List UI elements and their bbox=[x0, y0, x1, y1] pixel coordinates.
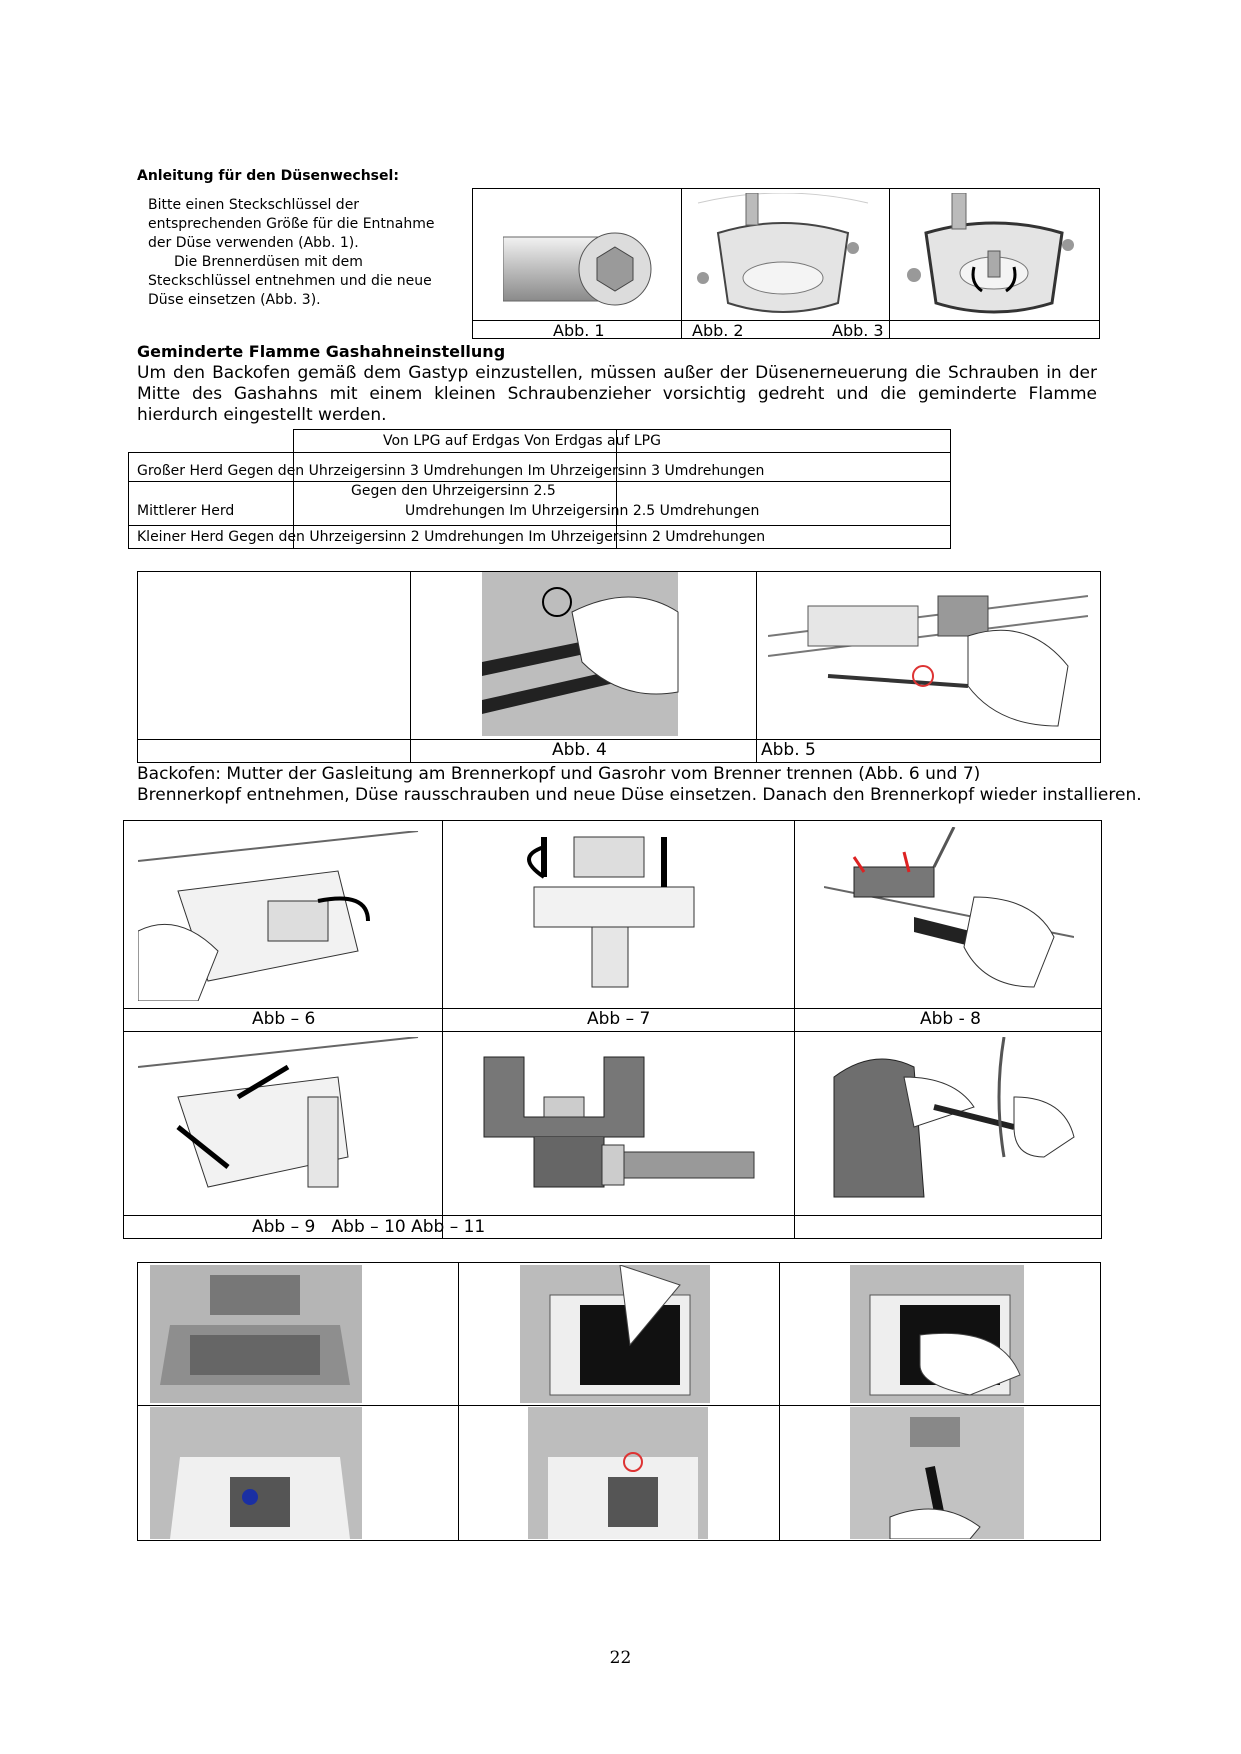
nozzle-bracket-illustration bbox=[464, 1037, 764, 1207]
figure-box-abb4-5 bbox=[137, 571, 1101, 763]
burner-cup-illustration bbox=[688, 193, 878, 317]
flame-paragraph: Um den Backofen gemäß dem Gastyp einzustellen, müssen außer der Düsenerneuerung die Schrauben in der Mitte des Gashahns mit einem kleinen Schraubenzieher vorsichtig gedreht und die geminderte Flamme hierdurch eingestellt werden. bbox=[137, 363, 1097, 425]
intro-line: entsprechenden Größe für die Entnahme bbox=[148, 216, 435, 232]
caption-abb2: Abb. 2 bbox=[692, 321, 744, 340]
caption-abb8: Abb - 8 bbox=[920, 1009, 981, 1029]
table-row-medium-a: Gegen den Uhrzeigersinn 2.5 bbox=[351, 483, 556, 499]
oven-step-illustration bbox=[850, 1407, 1024, 1539]
caption-abb3: Abb. 3 bbox=[832, 321, 884, 340]
oven-instruction-line2: Brennerkopf entnehmen, Düse rausschrauben und neue Düse einsetzen. Danach den Brennerkopf wieder installieren. bbox=[137, 785, 1142, 805]
caption-abb1: Abb. 1 bbox=[553, 321, 605, 340]
oven-step-illustration bbox=[528, 1407, 708, 1539]
intro-line: Steckschlüssel entnehmen und die neue bbox=[148, 273, 432, 289]
intro-line: der Düse verwenden (Abb. 1). bbox=[148, 235, 359, 251]
caption-abb7: Abb – 7 bbox=[587, 1009, 651, 1029]
table-row-medium-b: Umdrehungen Im Uhrzeigersinn 2.5 Umdrehungen bbox=[405, 503, 760, 519]
figure-box-abb1-3 bbox=[472, 188, 1100, 339]
caption-abb4: Abb. 4 bbox=[552, 740, 607, 760]
disconnect-pipe-illustration bbox=[138, 1037, 428, 1207]
section-heading-flame: Geminderte Flamme Gashahneinstellung bbox=[137, 342, 506, 361]
socket-wrench-illustration bbox=[503, 229, 663, 309]
intro-line: Bitte einen Steckschlüssel der bbox=[148, 197, 360, 213]
caption-abb9-11: Abb – 9 Abb – 10 Abb – 11 bbox=[252, 1217, 486, 1237]
caption-abb5: Abb. 5 bbox=[761, 740, 816, 760]
page-number: 22 bbox=[609, 1648, 632, 1668]
intro-line: Düse einsetzen (Abb. 3). bbox=[148, 292, 321, 308]
screwdriver-adjust-illustration bbox=[482, 572, 682, 737]
oven-step-illustration bbox=[150, 1407, 362, 1539]
screwdriver-nozzle-illustration bbox=[814, 1037, 1084, 1207]
oven-step-illustration bbox=[520, 1265, 710, 1403]
burner-nozzle-illustration bbox=[514, 827, 714, 997]
table-row-small: Kleiner Herd Gegen den Uhrzeigersinn 2 Umdrehungen Im Uhrzeigersinn 2 Umdrehungen bbox=[137, 529, 766, 545]
oven-step-illustration bbox=[150, 1265, 362, 1403]
oven-step-illustration bbox=[850, 1265, 1024, 1403]
burner-cup-rotate-illustration bbox=[896, 193, 1092, 317]
section-heading-nozzle: Anleitung für den Düsenwechsel: bbox=[137, 168, 399, 184]
intro-text bbox=[148, 196, 458, 310]
intro-line: Die Brennerdüsen mit dem bbox=[174, 254, 363, 270]
caption-abb6: Abb – 6 bbox=[252, 1009, 316, 1029]
figure-box-abb6-11 bbox=[123, 820, 1102, 1239]
burner-tap-illustration bbox=[768, 576, 1088, 736]
table-row-large: Großer Herd Gegen den Uhrzeigersinn 3 Umdrehungen Im Uhrzeigersinn 3 Umdrehungen bbox=[137, 463, 765, 479]
oven-instruction-line1: Backofen: Mutter der Gasleitung am Brennerkopf und Gasrohr vom Brenner trennen (Abb. 6 und 7) bbox=[137, 764, 981, 784]
table-row-medium-label: Mittlerer Herd bbox=[137, 503, 235, 519]
table-header: Von LPG auf Erdgas Von Erdgas auf LPG bbox=[383, 433, 661, 449]
gas-nut-illustration bbox=[138, 831, 428, 1001]
screwdriver-tap-illustration bbox=[824, 827, 1074, 997]
figure-box-oven-steps bbox=[137, 1262, 1101, 1541]
